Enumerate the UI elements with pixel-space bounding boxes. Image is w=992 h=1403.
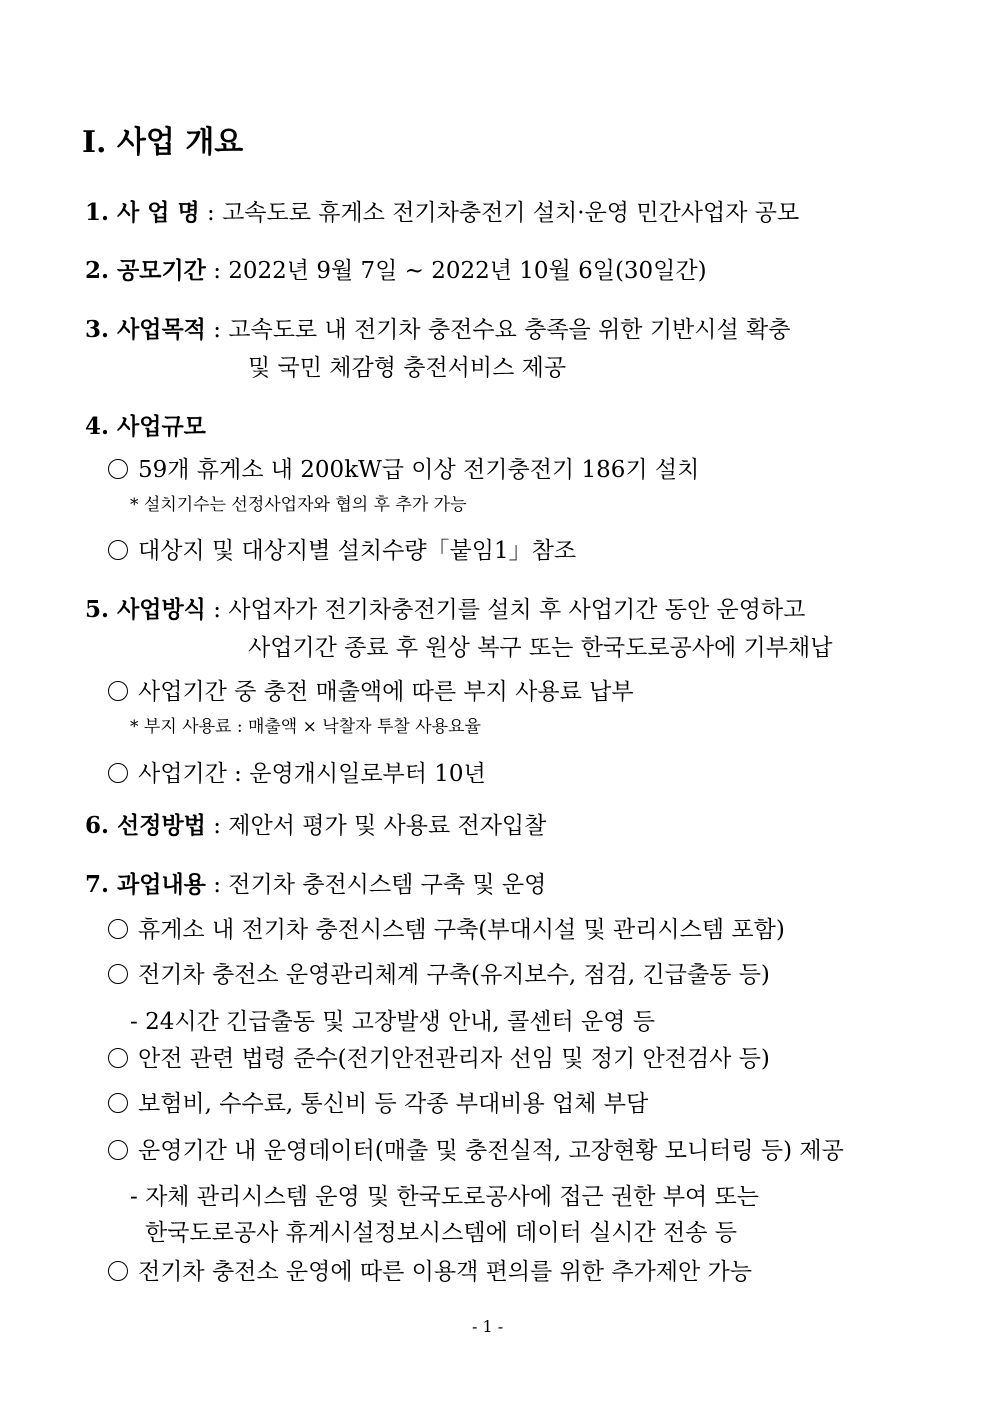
item-scale-label: 4. 사업규모	[85, 413, 206, 440]
circle-bullet-icon	[108, 681, 128, 701]
circle-bullet-icon	[108, 763, 128, 783]
item-label: 1. 사 업 명	[85, 199, 200, 226]
circle-bullet-icon	[108, 919, 128, 939]
bullet-text: 안전 관련 법령 준수(전기안전관리자 선임 및 정기 안전검사 등)	[138, 1046, 770, 1072]
bullet-item	[108, 677, 634, 707]
bullet-item	[108, 960, 770, 990]
circle-bullet-icon	[108, 1093, 128, 1113]
page-number: - 1 -	[472, 1317, 504, 1336]
circle-bullet-icon	[108, 540, 128, 560]
item-label: 5. 사업방식	[85, 596, 206, 623]
circle-bullet-icon	[108, 1261, 128, 1281]
item-text-continued: 사업기간 종료 후 원상 복구 또는 한국도로공사에 기부채납	[248, 635, 833, 661]
bullet-text: 사업기간 중 충전 매출액에 따른 부지 사용료 납부	[138, 679, 634, 705]
item-text: 고속도로 휴게소 전기차충전기 설치·운영 민간사업자 공모	[222, 200, 800, 226]
item-text: 2022년 9월 7일 ~ 2022년 10월 6일(30일간)	[228, 258, 707, 284]
separator: :	[205, 813, 229, 839]
bullet-text: 전기차 충전소 운영관리체계 구축(유지보수, 점검, 긴급출동 등)	[138, 962, 770, 988]
bullet-item	[108, 1044, 770, 1074]
circle-bullet-icon	[108, 1048, 128, 1068]
item-label: 7. 과업내용	[85, 871, 206, 898]
item-text: 사업자가 전기차충전기를 설치 후 사업기간 동안 운영하고	[228, 597, 806, 623]
item-purpose	[85, 315, 790, 345]
item-project-name	[85, 198, 799, 228]
item-label: 6. 선정방법	[85, 812, 206, 839]
circle-bullet-icon	[108, 964, 128, 984]
item-text: 고속도로 내 전기차 충전수요 충족을 위한 기반시설 확충	[228, 317, 791, 343]
separator: :	[199, 200, 223, 226]
item-label: 3. 사업목적	[85, 316, 206, 343]
bullet-item	[108, 1136, 844, 1166]
item-method	[85, 595, 805, 625]
bullet-item	[108, 915, 785, 945]
item-text: 전기차 충전시스템 구축 및 운영	[228, 872, 547, 898]
bullet-item	[108, 759, 486, 789]
bullet-text: 보험비, 수수료, 통신비 등 각종 부대비용 업체 부담	[138, 1091, 649, 1117]
dash-item: - 자체 관리시스템 운영 및 한국도로공사에 접근 권한 부여 또는	[130, 1184, 760, 1210]
item-tasks	[85, 870, 546, 900]
item-label: 2. 공모기간	[85, 257, 206, 284]
note: * 부지 사용료 : 매출액 × 낙찰자 투찰 사용요율	[130, 717, 481, 737]
bullet-text: 사업기간 : 운영개시일로부터 10년	[138, 761, 486, 787]
bullet-text: 59개 휴게소 내 200kW급 이상 전기충전기 186기 설치	[138, 457, 700, 483]
item-text-continued: 및 국민 체감형 충전서비스 제공	[248, 355, 567, 381]
note: * 설치기수는 선정사업자와 협의 후 추가 가능	[130, 495, 467, 515]
bullet-item	[108, 1257, 752, 1287]
bullet-text: 운영기간 내 운영데이터(매출 및 충전실적, 고장현황 모니터링 등) 제공	[138, 1138, 844, 1164]
item-selection	[85, 811, 546, 841]
bullet-text: 휴게소 내 전기차 충전시스템 구축(부대시설 및 관리시스템 포함)	[138, 917, 785, 943]
separator: :	[205, 317, 229, 343]
bullet-text: 대상지 및 대상지별 설치수량「붙임1」참조	[138, 538, 577, 564]
item-period	[85, 256, 707, 286]
bullet-item	[108, 1089, 648, 1119]
circle-bullet-icon	[108, 1140, 128, 1160]
separator: :	[205, 872, 229, 898]
section-title: Ⅰ. 사업 개요	[82, 125, 244, 160]
circle-bullet-icon	[108, 459, 128, 479]
dash-item: - 24시간 긴급출동 및 고장발생 안내, 콜센터 운영 등	[130, 1009, 655, 1035]
item-text: 제안서 평가 및 사용료 전자입찰	[228, 813, 547, 839]
bullet-item	[108, 536, 576, 566]
dash-item-continued: 한국도로공사 휴게시설정보시스템에 데이터 실시간 전송 등	[145, 1220, 738, 1246]
bullet-text: 전기차 충전소 운영에 따른 이용객 편의를 위한 추가제안 가능	[138, 1259, 752, 1285]
separator: :	[205, 597, 229, 623]
separator: :	[205, 258, 229, 284]
bullet-item	[108, 455, 699, 485]
